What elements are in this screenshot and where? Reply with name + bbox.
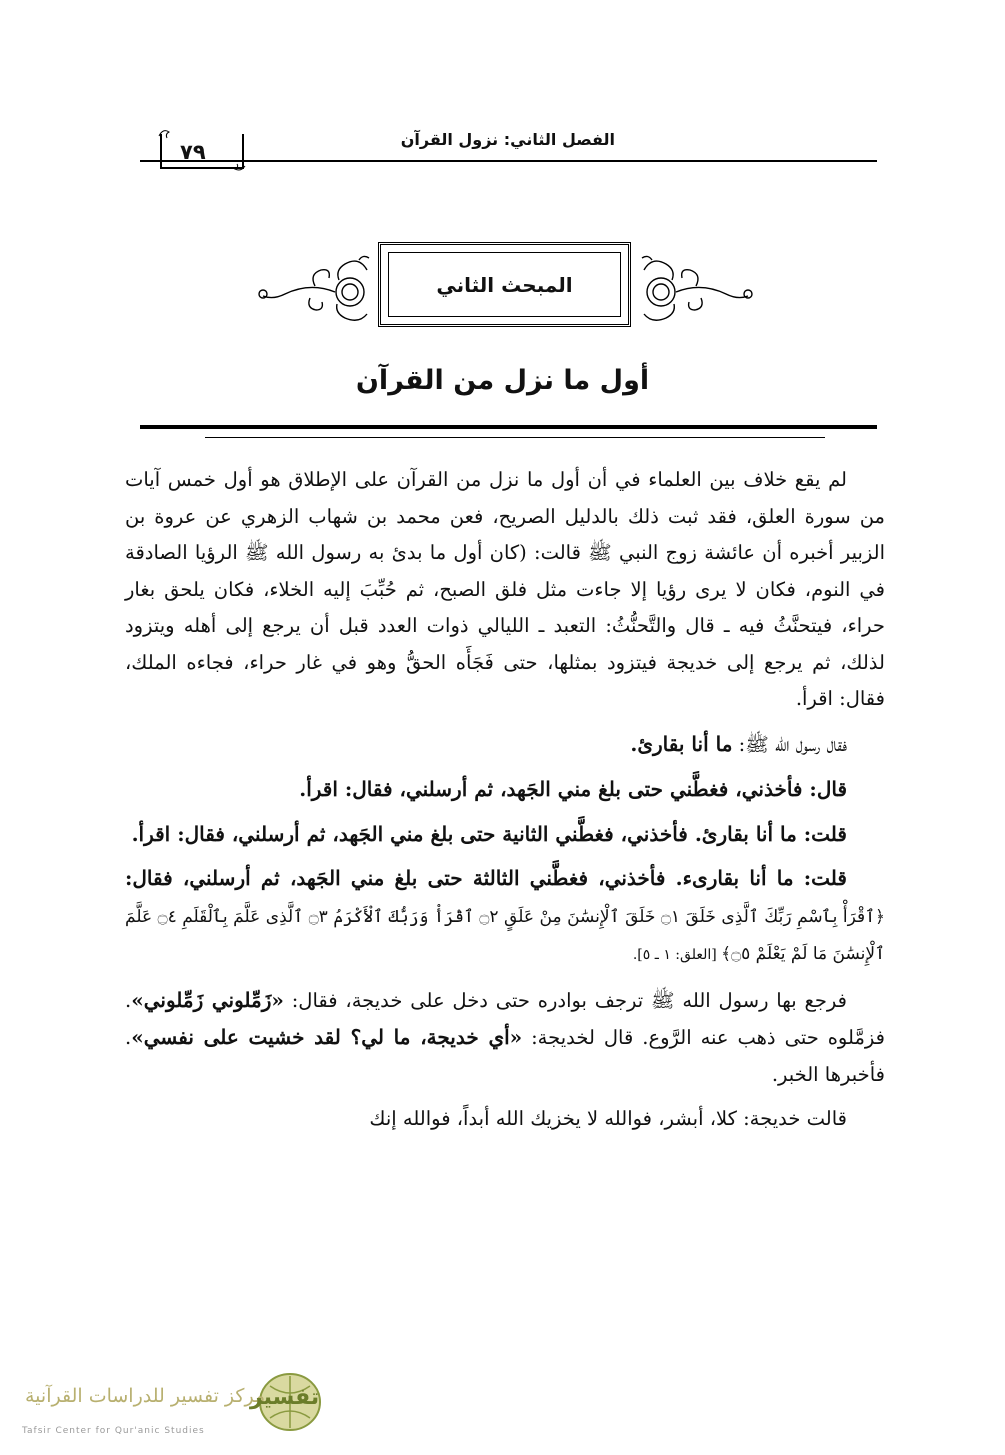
paragraph-7: قالت خديجة: كلا، أبشر، فوالله لا يخزيك الله أبداً، فوالله إنك bbox=[369, 1107, 847, 1130]
paragraph-6-quote-b: «أي خديجة، ما لي؟ لقد خشيت على نفسي» bbox=[131, 1025, 523, 1049]
logo-english: Tafsir Center for Qur'anic Studies bbox=[22, 1426, 205, 1436]
paragraph-6-text-b: . فزمَّلوه حتى ذهب عنه الرَّوع. قال لخديجة: bbox=[125, 988, 885, 1049]
paragraph-6-quote-a: «زَمِّلوني زَمِّلوني» bbox=[131, 987, 284, 1012]
logo-word: تفسير bbox=[250, 1385, 320, 1410]
paragraph-2-quote: ما أنا بقارئ. bbox=[630, 731, 733, 756]
body-text bbox=[125, 462, 885, 1146]
paragraph-2 bbox=[125, 726, 885, 764]
paragraph-3: قال: فأخذني، فغطَّني حتى بلغ مني الجَهد، ثم أرسلني، فقال: اقرأ. bbox=[299, 777, 847, 801]
chapter-title: الفصل الثاني: نزول القرآن bbox=[400, 130, 615, 149]
heading-rule-thin bbox=[205, 437, 825, 438]
paragraph-6-text-c: . فأخبرها الخبر. bbox=[125, 1026, 885, 1086]
section-title: المبحث الثاني bbox=[436, 272, 573, 297]
paragraph-5-text: قلت: ما أنا بقارىء. فأخذني، فغطَّني الثالثة حتى بلغ مني الجَهد، ثم أرسلني، فقال: bbox=[125, 866, 847, 890]
paragraph-6 bbox=[125, 982, 885, 1094]
paragraph-4: قلت: ما أنا بقارئ. فأخذني، فغطَّني الثانية حتى بلغ مني الجَهد، ثم أرسلني، فقال: اقرأ. bbox=[131, 821, 847, 846]
paragraph-2-text: فقال رسول الله ﷺ: bbox=[732, 732, 847, 756]
paragraph-6-text-a: فرجع بها رسول الله ﷺ ترجف بوادره حتى دخل على خديجة، فقال: bbox=[283, 988, 847, 1012]
heading-rule-thick bbox=[140, 425, 877, 429]
verse-reference: [العلق: ١ ـ ٥]. bbox=[632, 947, 722, 963]
quran-verse: ﴿ٱقْرَأْ بِٱسْمِ رَبِّكَ ٱلَّذِى خَلَقَ ۝١ خَلَقَ ٱلْإِنسَٰنَ مِنْ عَلَقٍ ۝٢ ٱقْرَأْ وَرَبُّكَ ٱلْأَكْرَمُ ۝٣ ٱلَّذِى عَلَّمَ بِٱلْقَلَمِ ۝٤ عَلَّمَ ٱلْإِنسَٰنَ مَا لَمْ يَعْلَمْ ۝٥﴾ bbox=[125, 906, 886, 964]
section-title-frame bbox=[378, 242, 631, 327]
header-rule bbox=[140, 160, 877, 162]
right-ornament-icon bbox=[636, 250, 756, 325]
page-number: ٧٩ bbox=[180, 140, 206, 164]
page-heading: أول ما نزل من القرآن bbox=[355, 365, 650, 396]
logo-name: مركز تفسير للدراسات القرآنية bbox=[25, 1385, 266, 1407]
paragraph-5 bbox=[125, 860, 885, 974]
left-ornament-icon bbox=[255, 250, 375, 325]
paragraph-1: لم يقع خلاف بين العلماء في أن أول ما نزل من القرآن على الإطلاق هو أول خمس آيات من سورة العلق، فقد ثبت ذلك بالدليل الصريح، فعن محمد بن شهاب الزهري عن عروة بن الزبير أخبره أن عائشة زوج النبي ﷺ قالت: (كان أول ما بدئ به رسول الله ﷺ الرؤيا الصادقة في النوم، فكان لا يرى رؤيا إلا جاءت مثل فلق الصبح، ثم حُبِّبَ إليه الخلاء، فكان يلحق بغار حراء، فيتحنَّثُ فيه ـ قال والتَّحنُّثُ: التعبد ـ الليالي ذوات العدد قبل أن يرجع إلى أهله ويتزود لذلك، ثم يرجع إلى خديجة فيتزود بمثلها، حتى فَجَأَه الحقُّ وهو في غار حراء، فجاءه الملك، فقال: اقرأ. bbox=[125, 468, 885, 710]
